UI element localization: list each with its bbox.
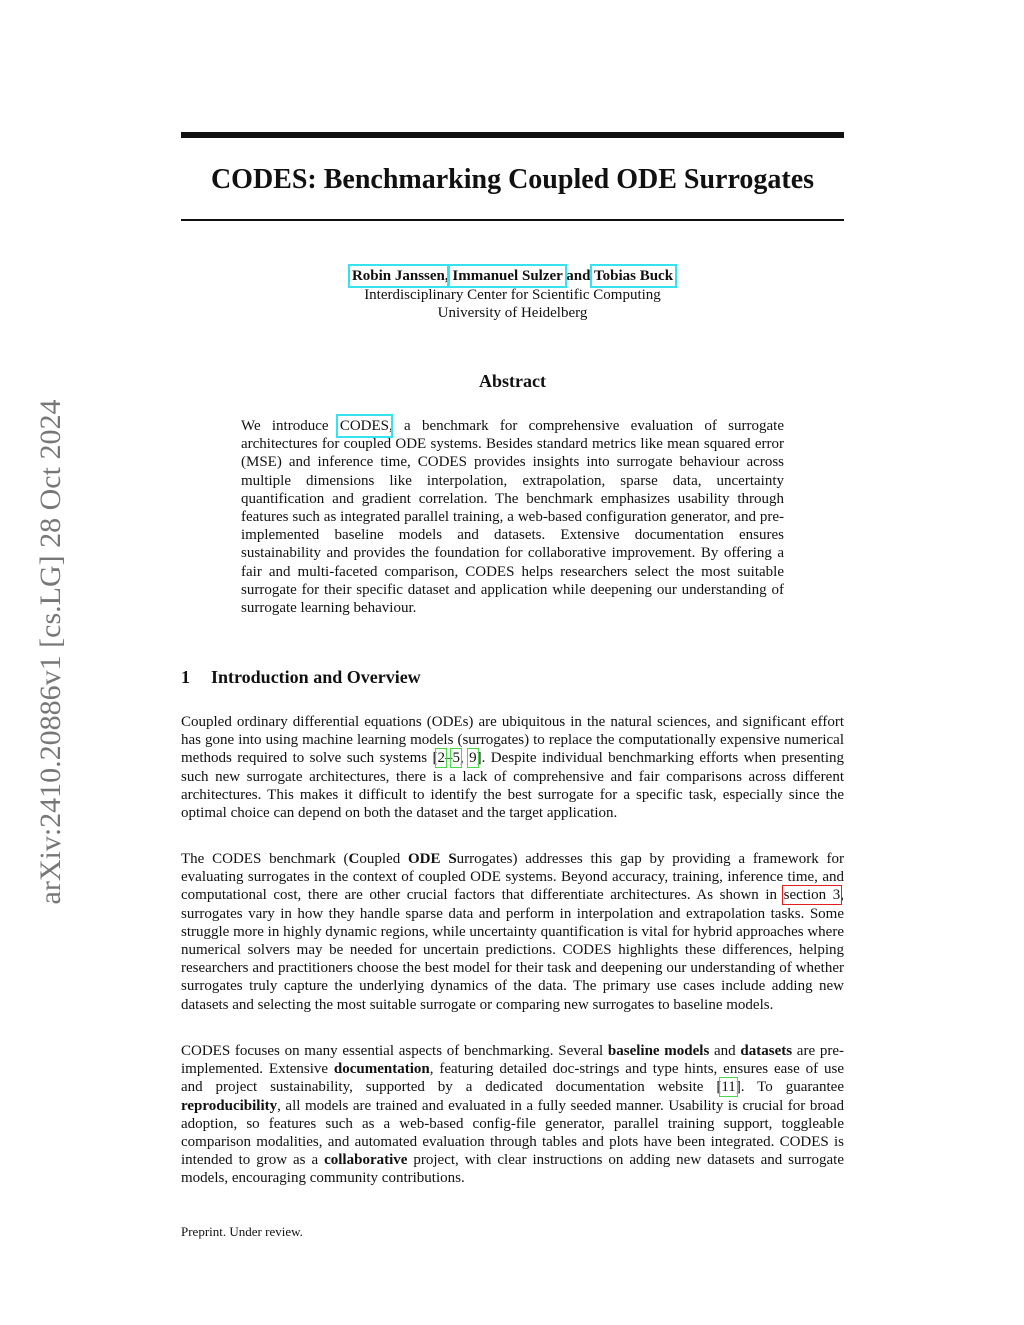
codes-repo-link[interactable]: CODES (339, 418, 389, 434)
author-link-sulzer[interactable]: Immanuel Sulzer (452, 268, 563, 284)
author-separator: and (562, 268, 594, 284)
abstract-heading: Abstract (479, 371, 546, 391)
title-bottom-rule (181, 219, 844, 221)
paper-title: CODES: Benchmarking Coupled ODE Surrogates (210, 164, 815, 195)
author-link-buck[interactable]: Tobias Buck (593, 268, 674, 284)
citation-link[interactable]: 5 (452, 750, 460, 767)
title-top-rule (181, 132, 844, 138)
author-separator: , (444, 268, 453, 284)
citation-link[interactable]: 11 (721, 1079, 736, 1096)
author-link-janssen[interactable]: Robin Janssen (351, 268, 445, 284)
citation-link[interactable]: 2 (437, 750, 445, 767)
section-title: Introduction and Overview (211, 667, 421, 687)
author-list (181, 267, 844, 285)
section-heading (181, 666, 844, 688)
intro-paragraph-1: Coupled ordinary differential equations (ODEs) are ubiquitous in the natural sciences, and significant effort has gone into using machine learning models (surrogates) to replace the computationally expensive numerical methods required to solve such systems [2–5, 9]. Despite individual benchmarking efforts when presenting such new surrogate architectures, there is a lack of comprehensive and fair comparisons across different architectures. This makes it difficult to identify the best surrogate for a specific task, especially since the optimal choice can depend on both the dataset and the target application. (181, 714, 844, 822)
abstract-text: We introduce CODES, a benchmark for comprehensive evaluation of surrogate architectures for coupled ODE systems. Besides standard metrics like mean squared error (MSE) and inference time, CODES provides insights into surrogate behaviour across multiple dimensions like interpolation, extrapolation, sparse data, uncertainty quantification and gradient correlation. The benchmark emphasizes usability through features such as integrated parallel training, a web-based configuration generator, and pre-implemented baseline models and datasets. Extensive documentation ensures sustainability and provides the foundation for collaborative improvement. By offering a fair and multi-faceted comparison, CODES helps researchers select the most suitable surrogate for their specific dataset and application while deepening our understanding of surrogate learning behaviour. (241, 418, 784, 617)
citation-link[interactable]: 9 (469, 750, 477, 767)
arxiv-identifier-sidebar: arXiv:2410.20886v1 [cs.LG] 28 Oct 2024 (34, 399, 67, 905)
section-number: 1 (181, 667, 190, 687)
preprint-footer: Preprint. Under review. (181, 1224, 303, 1239)
affiliation-line: Interdisciplinary Center for Scientific Computing (364, 287, 661, 303)
intro-paragraph-3: CODES focuses on many essential aspects of benchmarking. Several baseline models and datasets are pre-implemented. Extensive documentation, featuring detailed doc-strings and type hints, ensures ease of use and project sustainability, supported by a dedicated documentation website [11]. To guarantee reproducibility, all models are trained and evaluated in a fully seeded manner. Usability is crucial for broad adoption, so features such as a web-based config-file generator, parallel training support, toggleable comparison modalities, and automated evaluation through tables and plots have been integrated. CODES is intended to grow as a collaborative project, with clear instructions on adding new datasets and surrogate models, encouraging community contributions. (181, 1043, 844, 1187)
affiliation (181, 286, 844, 322)
intro-paragraph-2: The CODES benchmark (Coupled ODE Surrogates) addresses this gap by providing a framework for evaluating surrogates in the context of coupled ODE systems. Beyond accuracy, training, inference time, and computational cost, there are other crucial factors that differentiate architectures. As shown in section 3, surrogates vary in how they handle sparse data and perform in interpolation and extrapolation tasks. Some struggle more in highly dynamic regions, while uncertainty quantification is vital for hybrid approaches where numerical solvers may be needed for uncertain predictions. CODES highlights these differences, helping researchers and practitioners choose the best model for their task and deepening our understanding of whether surrogates truly capture the underlying dynamics of the data. The primary use cases include adding new datasets and selecting the most suitable surrogate or comparing new surrogates to baseline models. (181, 851, 844, 1013)
section-ref-link[interactable]: section 3 (783, 887, 841, 904)
affiliation-line: University of Heidelberg (437, 305, 588, 321)
